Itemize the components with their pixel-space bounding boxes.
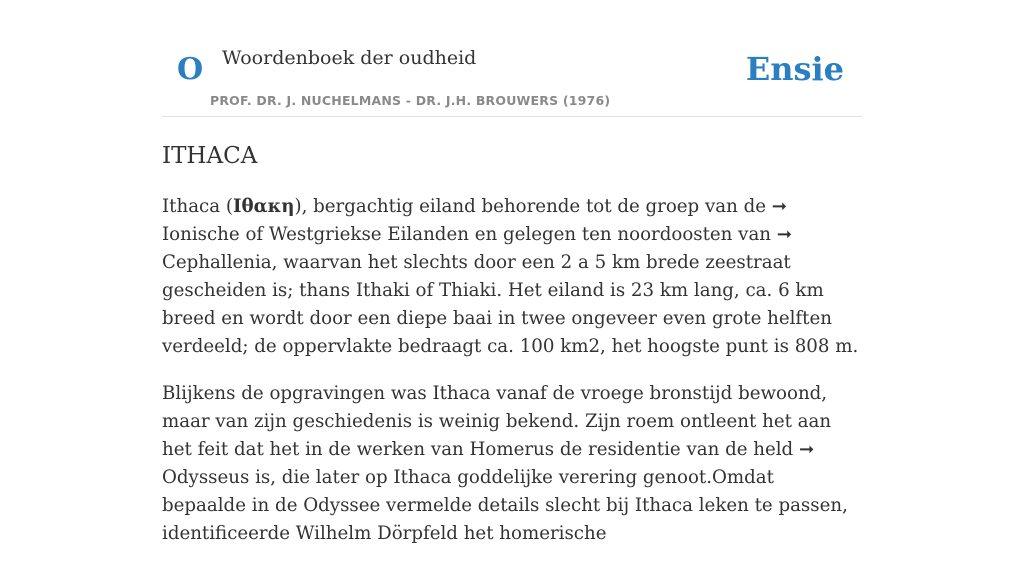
text-segment: , waarvan het slechts door een 2 a 5 km brede zeestraat gescheiden is; thans Ithaki of Thiaki. Het eiland is 23 km lang, ca. 6 km breed en wordt door een diepe baai in twee ongeveer even grote helften verdeeld; de oppervlakte bedraagt ca. 100 km2, het hoogste punt is 808 m. [162, 252, 859, 357]
entry-title: ITHACA [162, 143, 258, 169]
text-segment: ), bergachtig eiland behorende tot de groep van de [294, 196, 772, 217]
greek-name: Ιθακη [232, 196, 295, 217]
text-segment: Ithaca ( [162, 196, 233, 217]
link-ionische-eilanden[interactable]: Ionische of Westgriekse Eilanden [162, 224, 469, 245]
reference-arrow-icon: ➞ [798, 439, 815, 460]
dictionary-header [162, 0, 862, 117]
paragraph-2 [162, 380, 862, 548]
entry-body [162, 193, 862, 548]
section-letter[interactable]: O [177, 52, 204, 87]
link-cephallenia[interactable]: Cephallenia [162, 252, 272, 273]
link-odysseus[interactable]: Odysseus [162, 467, 250, 488]
text-segment: en gelegen ten noordoosten van [468, 224, 777, 245]
reference-arrow-icon: ➞ [776, 224, 793, 245]
reference-arrow-icon: ➞ [771, 196, 788, 217]
text-segment: is, die later op Ithaca goddelijke verering genoot.Omdat bepaalde in de Odyssee vermelde details slecht bij Ithaca leken te passen, identificeerde Wilhelm Dörpfeld het homerische [162, 467, 848, 544]
page-container [162, 0, 862, 567]
paragraph-1 [162, 193, 862, 361]
dictionary-title[interactable]: Woordenboek der oudheid [222, 47, 477, 69]
dictionary-authors: PROF. DR. J. NUCHELMANS - DR. J.H. BROUWERS (1976) [210, 93, 611, 108]
brand-logo[interactable]: Ensie [745, 50, 844, 88]
text-segment: Blijkens de opgravingen was Ithaca vanaf de vroege bronstijd bewoond, maar van zijn geschiedenis is weinig bekend. Zijn roem ontleent het aan het feit dat het in de werken van Homerus de residentie van de held [162, 383, 832, 460]
